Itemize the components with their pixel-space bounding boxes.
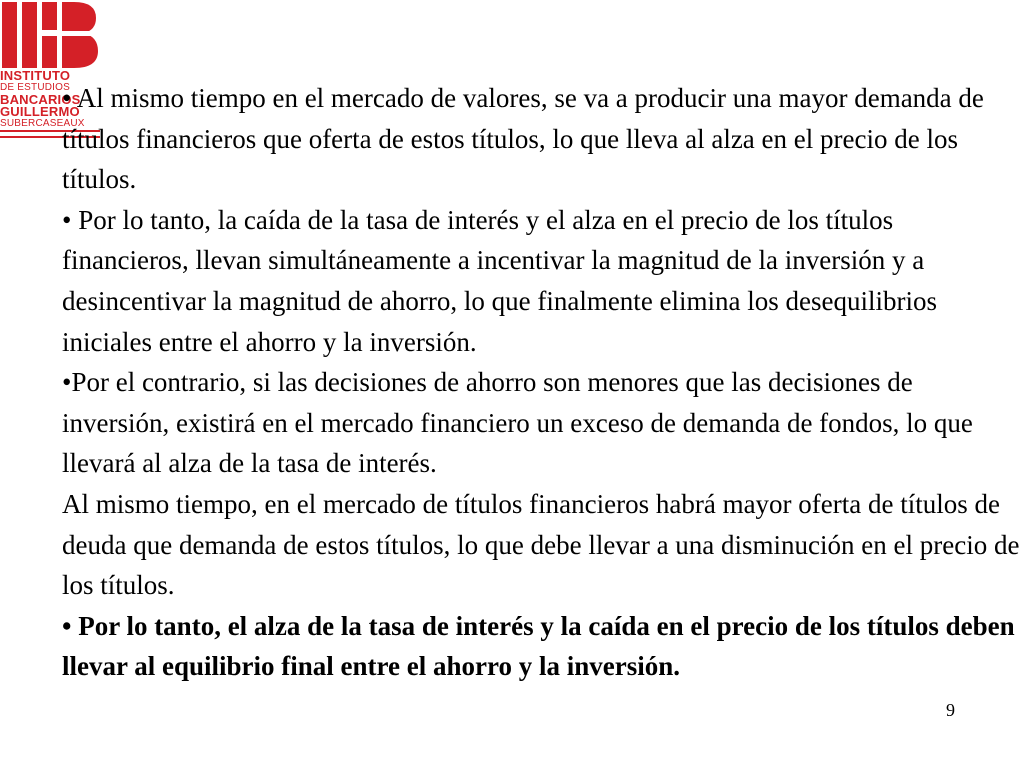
logo-line-subercaseaux: SUBERCASEAUX	[0, 118, 85, 129]
logo-line-instituto: INSTITUTO	[0, 68, 71, 83]
ieb-logo-mark-icon	[2, 2, 98, 68]
logo-line-de-estudios: DE ESTUDIOS	[0, 82, 70, 93]
paragraph-4: Al mismo tiempo, en el mercado de títulos financieros habrá mayor oferta de títulos de deuda que demanda de estos títulos, lo que debe llevar a una disminución en el precio de los títulos.	[62, 488, 1020, 601]
logo-line-guillermo: GUILLERMO	[0, 104, 80, 119]
paragraph-5-conclusion: • Por lo tanto, el alza de la tasa de interés y la caída en el precio de los títulos deben llevar al equilibrio final entre el ahorro y la inversión.	[62, 610, 1015, 682]
logo-line-bancarios: BANCARIOS	[0, 92, 81, 107]
paragraph-3: •Por el contrario, si las decisiones de ahorro son menores que las decisiones de inversión, existirá en el mercado financiero un exceso de demanda de fondos, lo que llevará al alza de la tasa de interés.	[62, 367, 973, 479]
paragraph-2: • Por lo tanto, la caída de la tasa de interés y el alza en el precio de los títulos financieros, llevan simultáneamente a incentivar la magnitud de la inversión y a desincentivar la magnitud de ahorro, lo que finalmente elimina los desequilibrios iniciales entre el ahorro y la inversión.	[62, 204, 938, 357]
page-number: 9	[946, 700, 955, 720]
slide-body	[62, 78, 1022, 687]
paragraph-1: • Al mismo tiempo en el mercado de valores, se va a producir una mayor demanda de títulos financieros que oferta de estos títulos, lo que lleva al alza en el precio de los títulos.	[62, 83, 984, 195]
